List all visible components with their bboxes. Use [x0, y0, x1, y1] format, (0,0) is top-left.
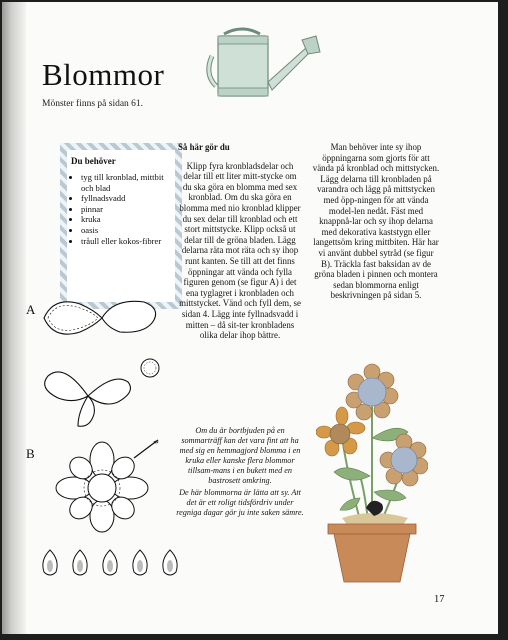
- materials-item: • fyllnadsvadd: [81, 193, 175, 204]
- materials-item: • tråull eller kokos-fibrer: [81, 236, 175, 247]
- figure-b-stitching-diagram: [36, 438, 166, 534]
- tip-paragraph: De här blommorna är lätta att sy. Att det är ett roligt tidsfördriv under regniga dagar gör ju inte saken sämre.: [176, 488, 304, 517]
- materials-item: • kruka: [81, 214, 175, 225]
- figure-a-leaf-pattern: [34, 352, 174, 432]
- page-number: 17: [434, 594, 445, 605]
- book-page: [2, 2, 498, 634]
- figure-a-petal-pattern: [34, 292, 174, 348]
- materials-item: • tyg till kronblad, mittbit och blad: [81, 172, 175, 193]
- materials-list: [67, 172, 175, 246]
- instructions-text: Man behöver inte sy ihop öppningarna som gjorts för att vända på kronblad och mittstycken. Lägg delarna till kronbladen på varandra och lägg på mittstycken med öpp-ningen för att vända model-len nedåt. Fäst med knappnå-lar och sy ihop delarna med dekorativa kaststygn eller langettsöm kring mittbiten. Här har vi använt dubbel sytråd (se figur B). Träckla fast baksidan av de gröna bladen i pinnen och montera sedan blommorna enligt beskrivningen på sidan 5.: [312, 142, 440, 301]
- instructions-heading: Så här gör du: [178, 142, 230, 152]
- materials-item: • oasis: [81, 225, 175, 236]
- instructions-column-1: [178, 142, 302, 341]
- watering-can-illustration: [198, 26, 334, 110]
- tip-paragraph: Om du är bortbjuden på en sommarträff kan det vara fint att ha med sig en hemmagjord blomma i en kruka eller kanske flera blommor tillsam-mans i en bukett med en bastrosett omkring.: [179, 426, 301, 485]
- flower-pot-photo: [316, 358, 428, 584]
- instructions-text: Klipp fyra kronbladsdelar och delar till ett liter mitt-stycke om du ska göra en blomma med sex kronblad. Om du ska göra en blomma med nio kronblad klipper du sex delar till kronblad och ett stort mittstycke. Klipp också ut delar till de gröna bladen. Lägg delarna räta mot räta och sy ihop runt kanten. Se till att det finns öppningar att vända och fylla figuren genom (se figur A) i det ena tyglagret i kronbladen och mittstycket. Vänd och fyll dem, se sidan 4. Lägg inte fyllnadsvadd i mitten – då sit-ter kronbladens olika delar ihop bättre.: [179, 160, 301, 341]
- figure-a-label: A: [26, 302, 36, 317]
- page-binding-shadow: [2, 2, 26, 634]
- pattern-reference: Mönster finns på sidan 61.: [42, 99, 144, 109]
- page-title: Blommor: [42, 57, 165, 92]
- figure-b-label: B: [26, 446, 35, 461]
- materials-item: • pinnar: [81, 204, 175, 215]
- figure-b-seed-steps: [38, 542, 188, 582]
- materials-box: [60, 143, 182, 309]
- tip-text: [176, 426, 304, 520]
- instructions-column-2: [312, 142, 440, 301]
- materials-heading: Du behöver: [71, 156, 116, 166]
